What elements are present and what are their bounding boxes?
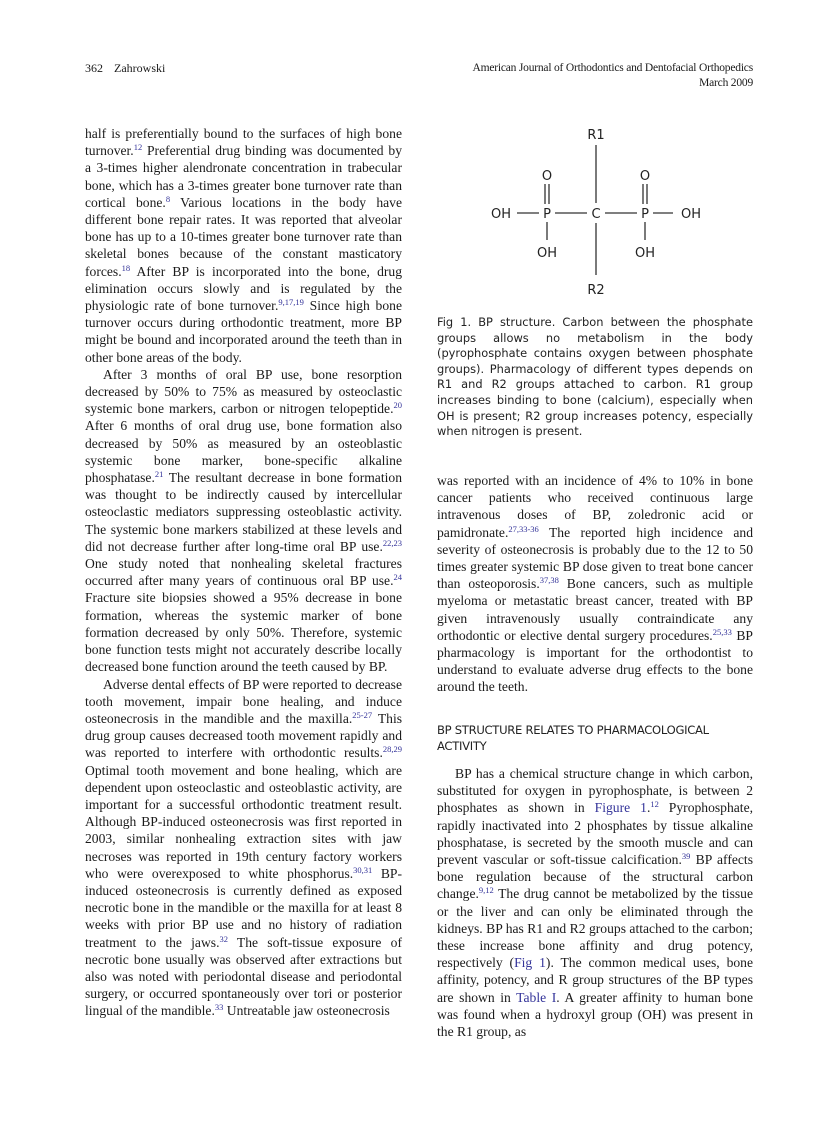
text: The resultant decrease in bone formation was thought to be indirectly caused by intercellular osteoclastic mediators suppressing osteoblastic activity. The systemic bone markers stabilized at these levels and did not decrease further after long-time oral BP use. [85, 470, 402, 554]
text: Optimal tooth movement and bone healing, which are dependent upon osteoclastic and osteoblastic activity, are important for a successful orthodontic treatment result. Although BP-induced osteonecrosis was first reported in 2003, similar nonhealing extraction sites with jaw necroses was reported in 19th century factory workers who were overexposed to white phosphorus. [85, 762, 402, 881]
paragraph [85, 125, 402, 366]
text: The reported high incidence and severity of osteonecrosis is probably due to the 12 to 50 times greater systemic BP dose given to treat bone cancer than osteoporosis. [437, 524, 753, 592]
citation[interactable]: 9,17,19 [278, 297, 304, 308]
figure-caption: Fig 1. BP structure. Carbon between the phosphate groups allows no metabolism in the body (pyrophosphate contains oxygen between phosphate groups). Pharmacology of different types depends on R1 and R2 groups attached to carbon. R1 group increases binding to bone (calcium), especially when OH is present; R2 group increases potency, especially when nitrogen is present. [437, 315, 753, 439]
text: BP pharmacology is important for the orthodontist to understand to evaluate adverse drug effects to the bone around the teeth. [437, 627, 753, 695]
text: The soft-tissue exposure of necrotic bone usually was observed after extractions but also was noted with periodontal disease and periodontal surgery, or occurred spontaneously over tori or posterior lingual of the mandible. [85, 934, 402, 1019]
left-column [85, 125, 402, 1020]
paragraph [85, 366, 402, 676]
r1-label: R1 [587, 128, 605, 143]
text: Since high bone turnover occurs during orthodontic treatment, more BP might be bound and incorporated around the teeth than in other bone areas of the body. [85, 298, 402, 365]
figure-link[interactable]: Fig 1 [514, 955, 546, 971]
citation[interactable]: 30,31 [353, 864, 373, 875]
text: The drug cannot be metabolized by the tissue or the liver and can only be eliminated through the kidneys. BP has R1 and R2 groups attached to the carbon; these increase bone affinity and drug potency, respectively ( [437, 886, 753, 971]
carbon-label: C [591, 207, 601, 222]
citation[interactable]: 37,38 [539, 575, 559, 586]
text: This drug group causes decreased tooth movement rapidly and was reported to interfere with orthodontic results. [85, 710, 403, 761]
citation[interactable]: 20 [393, 400, 402, 411]
citation[interactable]: 39 [681, 851, 691, 862]
text: After 6 months of oral drug use, bone formation also decreased by 50% as measured by an osteoblastic systemic bone marker, bone-specific alkaline phosphatase. [85, 418, 402, 486]
issue-date: March 2009 [699, 77, 753, 89]
citation[interactable]: 28,29 [382, 744, 402, 755]
right-column-top [437, 472, 753, 696]
hydroxyl-label: OH [634, 246, 656, 261]
paragraph [437, 472, 753, 696]
author-name: Zahrowski [114, 61, 166, 75]
paragraph [85, 676, 402, 1020]
oxygen-label: O [639, 169, 651, 184]
text: . [646, 800, 651, 816]
text: BP-induced osteonecrosis is currently defined as exposed necrotic bone in the mandible or the maxilla for at least 8 weeks with prior BP use and no history of radiation treatment to the jaws. [85, 865, 402, 950]
r2-label: R2 [587, 283, 605, 298]
citation[interactable]: 24 [393, 572, 402, 583]
figure-link[interactable]: Figure 1 [594, 800, 647, 816]
paragraph [437, 765, 753, 1040]
hydroxyl-label: OH [680, 207, 702, 222]
right-column-bottom [437, 765, 753, 1040]
text: Fracture site biopsies showed a 95% decrease in bone formation, whereas the systemic marker of bone formation decreased by only 50%. Therefore, systemic bone function tests might not accurately describe locally decreased bone function around the teeth caused by BP. [85, 590, 402, 675]
text: was reported with an incidence of 4% to 10% in bone cancer patients who received continuous large intravenous doses of BP, zoledronic acid or pamidronate. [437, 473, 753, 540]
chemical-structure-diagram [437, 125, 753, 305]
citation[interactable]: 25-27 [352, 709, 373, 720]
text: BP has a chemical structure change in which carbon, substituted for oxygen in pyrophosphate, is between 2 phosphates as shown in [437, 766, 753, 816]
citation[interactable]: 8 [165, 193, 171, 204]
text: Bone cancers, such as multiple myeloma or metastatic breast cancer, treated with BP given intravenously usually contraindicate any orthodontic or elective dental surgery procedures. [437, 576, 754, 643]
text: Untreatable jaw osteonecrosis [223, 1003, 390, 1019]
citation[interactable]: 21 [154, 469, 164, 480]
citation[interactable]: 12 [650, 799, 659, 810]
section-heading: BP STRUCTURE RELATES TO PHARMACOLOGICAL ACTIVITY [437, 723, 709, 753]
citation[interactable]: 9,12 [478, 885, 494, 896]
table-link[interactable]: Table I [516, 989, 557, 1005]
text: Various locations in the body have different bone repair rates. It was reported that alveolar bone has up to a 10-times greater bone turnover rate than skeletal bones because of the constant masticatory forces. [85, 194, 402, 279]
text: half is preferentially bound to the surfaces of high bone turnover. [85, 126, 402, 159]
text: ). The common medical uses, bone affinity, potency, and R group structures of the BP types are shown in [437, 955, 753, 1005]
bp-structure-figure [437, 125, 753, 305]
hydroxyl-label: OH [490, 207, 512, 222]
citation[interactable]: 32 [219, 933, 228, 944]
oxygen-label: O [541, 169, 553, 184]
journal-title: American Journal of Orthodontics and Dentofacial Orthopedics [472, 62, 753, 74]
running-header-right [472, 61, 753, 91]
citation[interactable]: 27,33-36 [508, 523, 539, 534]
text: Adverse dental effects of BP were reported to decrease tooth movement, impair bone healing, and induce osteonecrosis in the mandible and the maxilla. [85, 676, 402, 726]
text: . A greater affinity to human bone was found when a hydroxyl group (OH) was present in the R1 group, as [437, 989, 753, 1040]
text: BP affects bone regulation because of the structural carbon change. [437, 852, 753, 902]
phosphorus-label: P [641, 207, 649, 222]
phosphorus-label: P [543, 207, 551, 222]
citation[interactable]: 33 [214, 1002, 224, 1013]
hydroxyl-label: OH [536, 246, 558, 261]
text: After BP is incorporated into the bone, drug elimination occurs slowly and is regulated by the physiologic rate of bone turnover. [85, 263, 402, 314]
text: After 3 months of oral BP use, bone resorption decreased by 50% to 75% as measured by osteoclastic systemic bone markers, carbon or nitrogen telopeptide. [85, 366, 402, 417]
citation[interactable]: 18 [121, 262, 131, 273]
running-header-left [85, 61, 165, 76]
citation[interactable]: 25,33 [712, 626, 732, 637]
citation[interactable]: 12 [133, 142, 143, 153]
text: Preferential drug binding was documented by a 3-times higher alendronate concentration in trabecular bone, which has a 3-times greater bone turnover rate than cortical bone. [85, 143, 402, 210]
page-number: 362 [85, 61, 103, 75]
text: Pyrophosphate, rapidly inactivated into 2 phosphates by tissue alkaline phosphatase, is secreted by the smooth muscle and can prevent vascular or soft-tissue calcification. [437, 800, 754, 868]
citation[interactable]: 22,23 [382, 537, 402, 548]
text: One study noted that nonhealing skeletal fractures occurred after many years of continuous oral BP use. [85, 556, 402, 589]
